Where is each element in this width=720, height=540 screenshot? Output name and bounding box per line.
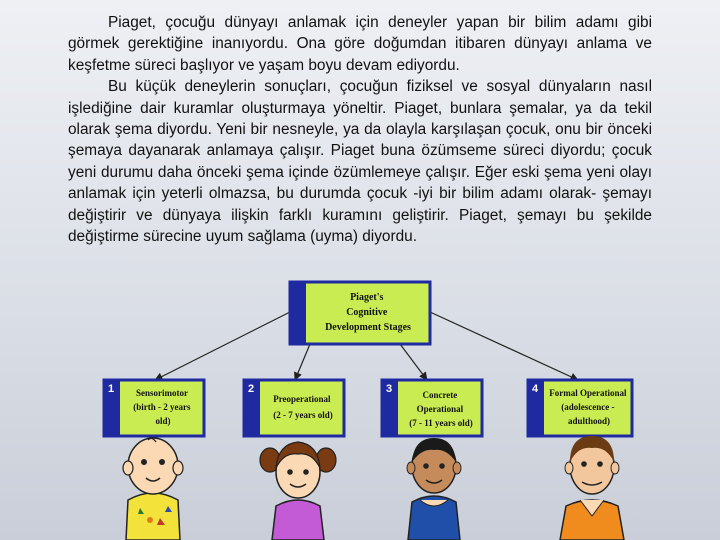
baby-illustration	[123, 438, 183, 540]
root-line-2: Cognitive	[346, 307, 388, 318]
root-line-3: Development Stages	[325, 322, 411, 333]
stage-4-line-2: (adolescence -	[561, 402, 615, 412]
stage-3-line-3: (7 - 11 years old)	[409, 418, 473, 428]
child-illustration	[407, 438, 461, 540]
adult-illustration	[560, 436, 624, 540]
stage-box-1	[104, 380, 204, 436]
stage-3-line-2: Operational	[416, 404, 464, 414]
stage-number-4: 4	[532, 383, 539, 395]
stage-1-line-1: Sensorimotor	[135, 388, 188, 398]
stage-number-1: 1	[108, 383, 115, 395]
root-line-1: Piaget's	[350, 292, 384, 303]
stage-3-line-1: Concrete	[422, 390, 458, 400]
stage-2-line-2: (2 - 7 years old)	[273, 410, 333, 420]
stage-box-4	[528, 380, 632, 436]
stage-1-line-3: old)	[155, 416, 171, 426]
stage-box-3	[382, 380, 482, 436]
paragraph-1: Piaget, çocuğu dünyayı anlamak için deneyler yapan bir bilim adamı gibi görmek gerektiğine inanıyordu. Ona göre doğumdan itibaren dünyayı anlama ve keşfetme süreci başlıyor ve yaşam boyu devam ediyordu.	[68, 14, 652, 74]
paragraph-2: Bu küçük deneylerin sonuçları, çocuğun fiziksel ve sosyal dünyaların nasıl işlediğine dair kuramlar oluşturmaya yöneltir. Piaget, bunlara şemalar, ya da tekil olarak şema diyordu. Yeni bir nesneyle, ya da olayla karşılaşan çocuk, onu bir önceki şemaya dayanarak anlamaya çalışır. Piaget buna özümseme süreci diyordu; çocuk yeni durumu daha önceki şema içinde özümlemeye çalışır. Eğer eski şema yeni olayı anlamak için yeterli olmazsa, bu durumda çocuk -iyi bir bilim adamı olarak- şemayı değiştirir ve dünyaya ilişkin farklı kuramını geliştirir. Piaget, şemayı bu şekilde değiştirme sürecine uyum sağlama (uyma) diyordu.	[68, 78, 652, 246]
stage-2-line-1: Preoperational	[273, 394, 331, 404]
stage-number-2: 2	[248, 383, 255, 395]
girl-illustration	[260, 442, 336, 540]
stage-1-line-2: (birth - 2 years	[133, 402, 191, 412]
root-box	[290, 282, 430, 344]
stage-4-line-3: adulthood)	[567, 416, 611, 426]
stage-4-line-1: Formal Operational	[549, 388, 627, 398]
stage-number-3: 3	[386, 383, 393, 395]
stage-box-2	[244, 380, 344, 436]
